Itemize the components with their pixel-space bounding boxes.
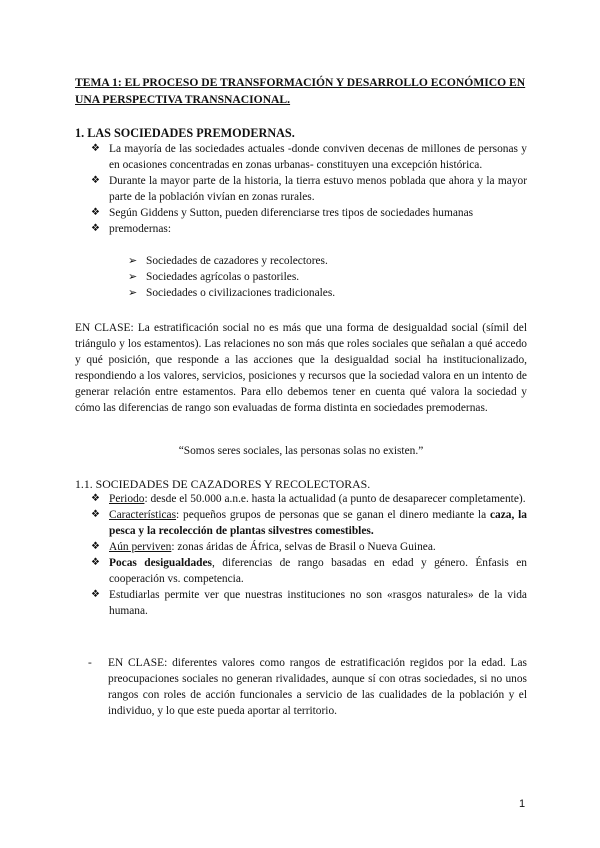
list-item [91,587,527,619]
list-item-text: : desde el 50.000 a.n.e. hasta la actualidad (a punto de desaparecer completamente). [144,493,526,505]
arrow-bullet-icon: ➢ [128,255,138,267]
diamond-bullet-icon: ❖ [91,493,100,504]
list-item [91,221,527,237]
list-item-text: Durante la mayor parte de la historia, la tierra estuvo menos poblada que ahora y la mayor parte de la población vivían en zonas rurales. [109,175,527,203]
caracteristicas-label: Características [109,509,177,521]
list-item [91,173,527,205]
diamond-bullet-icon: ❖ [91,589,100,600]
arrow-bullet-icon: ➢ [128,271,138,283]
list-item [91,555,527,587]
dash-bullet: - [88,657,92,669]
list-item-text: : zonas áridas de África, selvas de Brasil o Nueva Guinea. [171,541,436,553]
list-item [91,141,527,173]
list-item [128,269,528,285]
list-item-text: La mayoría de las sociedades actuales -donde conviven decenas de millones de personas y en ocasiones concentradas en zonas urbanas- constituyen una excepción histórica. [109,143,527,171]
list-item-text: Según Giddens y Sutton, pueden diferenciarse tres tipos de sociedades humanas [109,207,474,219]
list-item [128,253,528,269]
list-item [128,285,528,301]
bold-text: Pocas desigualdades [109,557,212,569]
list-item [91,491,527,507]
list-item [91,205,527,221]
en-clase-paragraph-2: EN CLASE: diferentes valores como rangos de estratificación regidos por la edad. Las preocupaciones sociales no generan rivalidades, aunque sí con otras sociedades, si no unos rangos con roles de acción funcionales a servicio de las cualidades de la población y el individuo, y lo que este pueda aportar al territorio. [108,657,527,717]
document-title: TEMA 1: EL PROCESO DE TRANSFORMACIÓN Y DESARROLLO ECONÓMICO EN UNA PERSPECTIVA TRANSNACIONAL. [75,76,526,106]
diamond-bullet-icon: ❖ [91,207,100,218]
quote: “Somos seres sociales, las personas solas no existen.” [178,445,424,457]
diamond-bullet-icon: ❖ [91,223,100,234]
list-item [91,539,527,555]
list-item-text: , diferencias de rango basadas en edad y género. Énfasis en cooperación vs. competencia. [109,557,528,585]
list-item-text: : pequeños grupos de personas que se ganan el dinero mediante la [176,509,490,521]
bullet-list-2 [91,491,527,619]
periodo-label: Periodo [109,493,145,505]
list-item-text: premodernas: [109,223,171,235]
section-heading-1-1: 1.1. SOCIEDADES DE CAZADORES Y RECOLECTORAS. [75,477,371,491]
list-item-text: Sociedades de cazadores y recolectores. [146,255,328,267]
diamond-bullet-icon: ❖ [91,541,100,552]
diamond-bullet-icon: ❖ [91,143,100,154]
page-number: 1 [519,798,526,810]
aun-perviven-label: Aún perviven [109,541,172,553]
bold-text: caza, la pesca y la recolección de plantas silvestres comestibles. [109,509,527,537]
list-item [91,507,527,539]
diamond-bullet-icon: ❖ [91,557,100,568]
arrow-bullet-icon: ➢ [128,287,138,299]
diamond-bullet-icon: ❖ [91,509,100,520]
section-heading-1: 1. LAS SOCIEDADES PREMODERNAS. [75,126,295,140]
diamond-bullet-icon: ❖ [91,175,100,186]
list-item-text: Estudiarlas permite ver que nuestras instituciones no son «rasgos naturales» de la vida humana. [109,589,527,617]
list-item-text: Sociedades o civilizaciones tradicionales. [146,287,336,299]
bullet-list-1 [91,141,527,237]
list-item-text: Sociedades agrícolas o pastoriles. [146,271,300,283]
en-clase-paragraph-1: EN CLASE: La estratificación social no es más que una forma de desigualdad social (símil del triángulo y los estamentos). Las relaciones no son más que roles sociales que señalan a qué accedo y qué posición, que responde a las acciones que la desigualdad social ha institucionalizado, respondiendo a los valores, servicios, posiciones y recursos que la sociedad valora en un intento de generar relación entre estamentos. Para ello debemos tener en cuenta qué valora la sociedad y cómo las diferencias de rango son evaluadas de forma distinta en sociedades premodernas. [75,322,527,414]
sub-list [128,253,528,301]
